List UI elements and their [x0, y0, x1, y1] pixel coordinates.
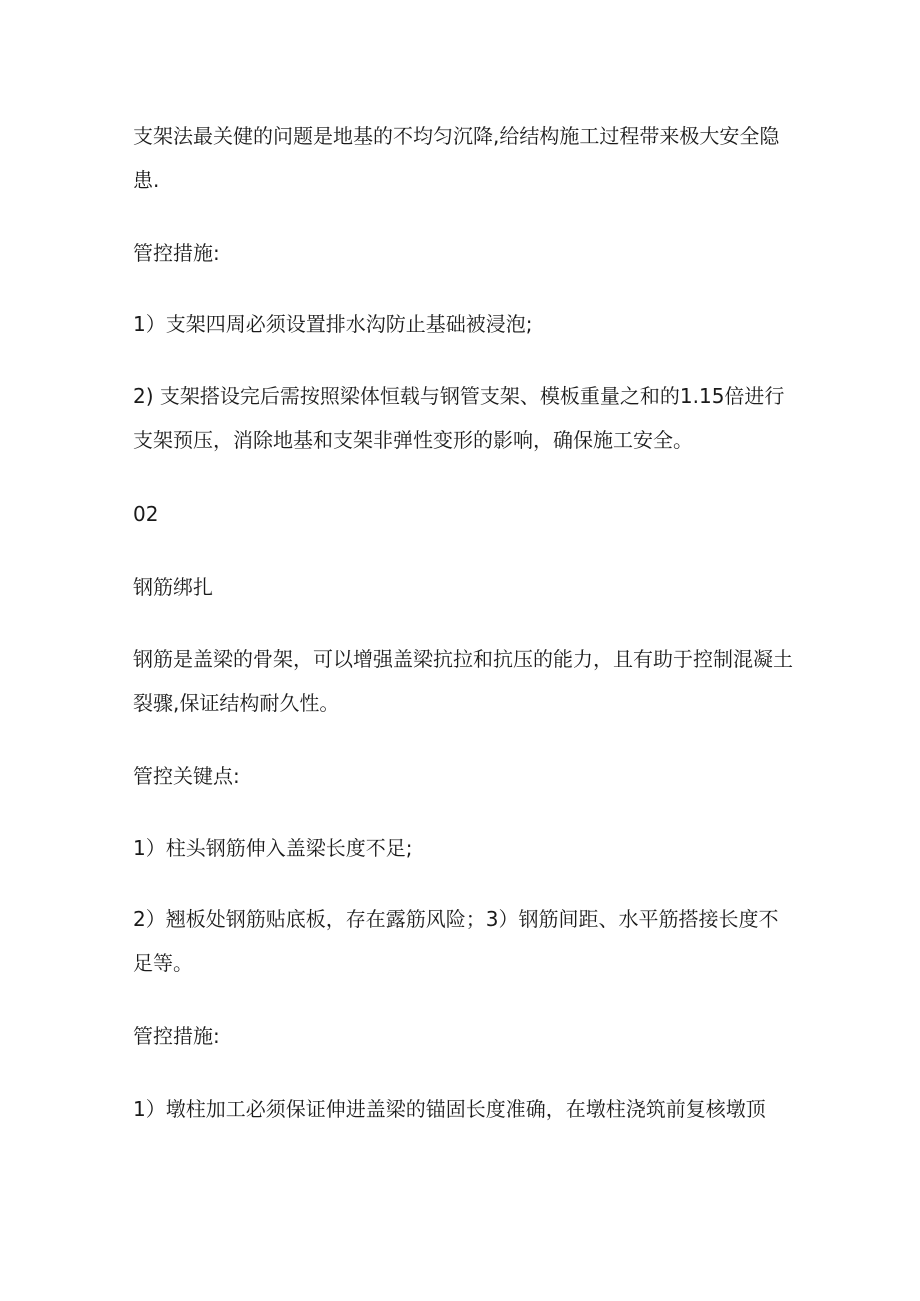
list-item-anchorage-length: 1）柱头钢筋伸入盖梁长度不足;: [133, 836, 413, 860]
section-title-rebar-binding: 钢筋绑扎: [133, 575, 213, 599]
list-item-drainage-ditch: 1）支架四周必须设置排水沟防止基础被浸泡;: [133, 312, 533, 336]
list-item-exposed-rebar-risk: 2）翘板处钢筋贴底板，存在露筋风险；3）钢筋间距、水平筋搭接长度不足等。: [133, 907, 779, 975]
list-item-preloading: 2) 支架搭设完后需按照梁体恒载与钢管支架、模板重量之和的1.15倍进行支架预压，消除地基和支架非弹性变形的影响，确保施工安全。: [133, 384, 785, 452]
paragraph-support-settlement: 支架法最关健的问题是地基的不均匀沉降,给结构施工过程带来极大安全隐患.: [133, 124, 780, 192]
paragraph-rebar-skeleton: 钢筋是盖梁的骨架，可以增强盖梁抗拉和抗压的能力，且有助于控制混凝土裂骤,保证结构耐久性。: [133, 647, 793, 715]
heading-key-control-points: 管控关键点:: [133, 764, 240, 788]
heading-control-measures-2: 管控措施:: [133, 1024, 220, 1048]
section-number: 02: [133, 502, 159, 526]
heading-control-measures-1: 管控措施:: [133, 241, 220, 265]
list-item-pier-column: 1）墩柱加工必须保证伸进盖梁的锚固长度准确，在墩柱浇筑前复核墩顶: [133, 1097, 766, 1121]
